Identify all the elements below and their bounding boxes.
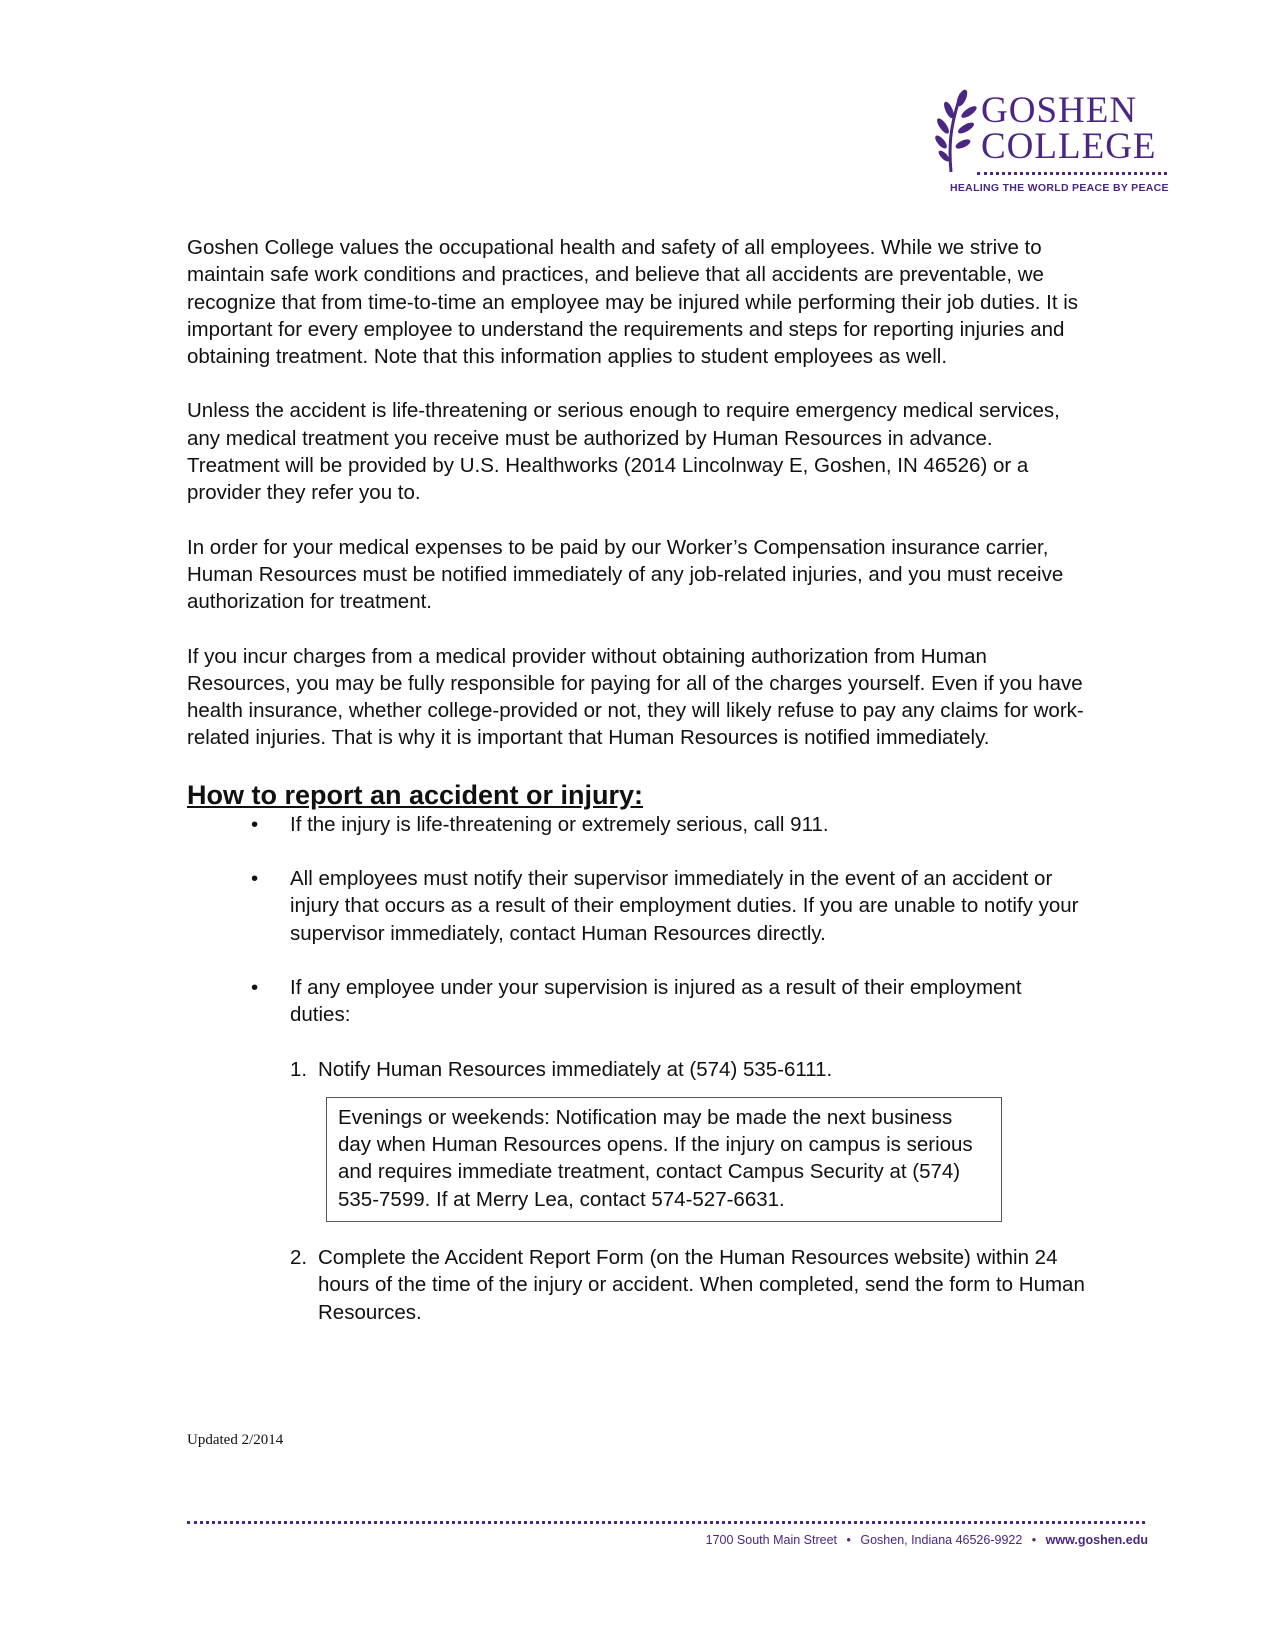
bullet-text: If the injury is life-threatening or extremely serious, call 911. (290, 812, 829, 836)
list-item (290, 1244, 1087, 1326)
document-body (187, 234, 1087, 1326)
list-item (290, 1056, 1087, 1083)
section-heading: How to report an accident or injury: (187, 779, 644, 810)
footer-separator: • (1031, 1533, 1037, 1547)
website-link[interactable]: www.goshen.edu (1045, 1533, 1148, 1547)
footer-separator: • (846, 1533, 851, 1547)
note-box-wrapper (290, 1097, 1087, 1222)
bullet-text: All employees must notify their supervisor immediately in the event of an accident or injury that occurs as a result of their employment duties. If you are unable to notify your supervisor immediately, contact Human Resources directly. (290, 867, 1079, 945)
logo-tagline: HEALING THE WORLD PEACE BY PEACE (950, 182, 1169, 194)
logo-divider (977, 172, 1167, 175)
step-number: 1. (290, 1057, 308, 1081)
updated-date: Updated 2/2014 (187, 1432, 284, 1448)
olive-branch-icon (935, 88, 979, 174)
list-item (187, 974, 1087, 1029)
bullet-text: If any employee under your supervision is injured as a result of their employment duties: (290, 975, 1022, 1027)
logo-word-goshen: GOSHEN (981, 90, 1138, 131)
step-text: Notify Human Resources immediately at (574) 535-6111. (318, 1057, 833, 1081)
footer-city: Goshen, Indiana 46526-9922 (860, 1533, 1023, 1547)
evenings-note-box: Evenings or weekends: Notification may be made the next business day when Human Resources opens. If the injury on campus is serious and requires immediate treatment, contact Campus Security at (574) 535-7599. If at Merry Lea, contact 574-527-6631. (326, 1097, 1002, 1222)
insurance-paragraph: In order for your medical expenses to be paid by our Worker’s Compensation insurance carrier, Human Resources must be notified immediately of any job-related injuries, and you must receive authorization for treatment. (187, 535, 1064, 614)
supervisor-steps-list (290, 1056, 1087, 1326)
charges-paragraph: If you incur charges from a medical provider without obtaining authorization from Human Resources, you may be fully responsible for paying for all of the charges yourself. Even if you have health insurance, whether college-provided or not, they will likely refuse to pay any claims for work-related injuries. That is why it is important that Human Resources is notified immediately. (187, 644, 1084, 750)
list-item (187, 811, 1087, 838)
bullet-icon: • (251, 867, 259, 891)
list-item (187, 865, 1087, 947)
college-logo (935, 86, 1167, 196)
step-text: Complete the Accident Report Form (on the Human Resources website) within 24 hours of the time of the injury or accident. When completed, send the form to Human Resources. (318, 1246, 1085, 1324)
footer-street: 1700 South Main Street (705, 1533, 837, 1547)
footer-divider (187, 1521, 1145, 1524)
bullet-icon: • (251, 812, 259, 836)
authorization-paragraph: Unless the accident is life-threatening or serious enough to require emergency medical services, any medical treatment you receive must be authorized by Human Resources in advance. Treatment will be provided by U.S. Healthworks (2014 Lincolnway E, Goshen, IN 46526) or a provider they refer you to. (187, 399, 1060, 505)
intro-paragraph: Goshen College values the occupational health and safety of all employees. While we strive to maintain safe work conditions and practices, and believe that all accidents are preventable, we recognize that from time-to-time an employee may be injured while performing their job duties. It is important for every employee to understand the requirements and steps for reporting injuries and obtaining treatment. Note that this information applies to student employees as well. (187, 236, 1079, 369)
footer-address (706, 1533, 1148, 1547)
step-number: 2. (290, 1246, 308, 1270)
report-steps-list (187, 811, 1087, 1029)
bullet-icon: • (251, 975, 259, 999)
logo-word-college: COLLEGE (981, 126, 1157, 167)
